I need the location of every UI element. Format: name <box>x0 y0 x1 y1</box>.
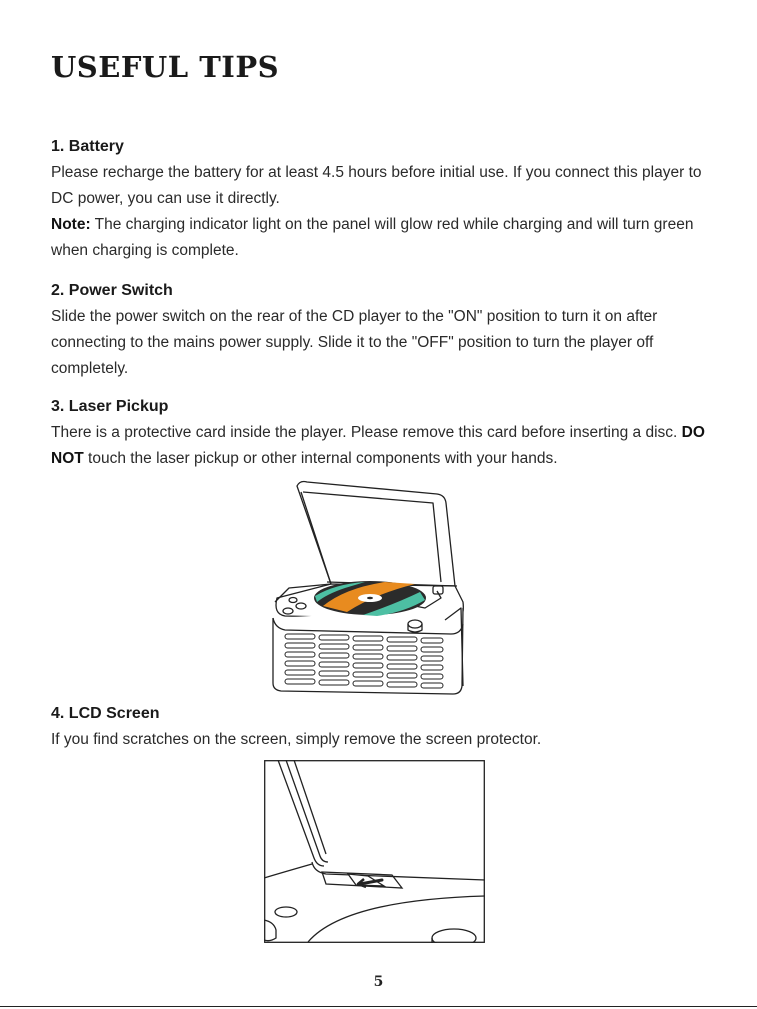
battery-paragraph: Please recharge the battery for at least 4.5 hours before initial use. If you connect this player to DC power, you can use it directly. <box>51 164 702 207</box>
section-laser-pickup <box>51 397 721 472</box>
section-battery <box>51 137 721 264</box>
lcd-screen-paragraph: If you find scratches on the screen, simply remove the screen protector. <box>51 731 542 748</box>
power-switch-paragraph: Slide the power switch on the rear of the CD player to the "ON" position to turn it on after connecting to the mains power supply. Slide it to the "OFF" position to turn the player off completely. <box>51 308 658 377</box>
cd-player-illustration <box>265 478 480 696</box>
section-lcd-screen <box>51 704 721 753</box>
section-heading-power-switch: 2. Power Switch <box>51 282 173 299</box>
section-heading-lcd-screen: 4. LCD Screen <box>51 705 160 722</box>
laser-text-before: There is a protective card inside the player. Please remove this card before inserting a disc. <box>51 424 682 441</box>
section-heading-laser-pickup: 3. Laser Pickup <box>51 398 169 415</box>
section-heading-battery: 1. Battery <box>51 138 124 155</box>
note-label: Note: <box>51 216 91 233</box>
bottom-rule <box>0 1006 757 1007</box>
laser-text-after: touch the laser pickup or other internal components with your hands. <box>83 450 558 467</box>
page-number: 5 <box>373 974 384 990</box>
section-power-switch <box>51 281 721 382</box>
laser-pickup-paragraph <box>51 420 721 472</box>
battery-note <box>51 212 721 264</box>
lcd-screen-illustration <box>264 760 485 943</box>
page-title: USEFUL TIPS <box>51 50 280 84</box>
do-not-emphasis: DO NOT <box>51 424 705 467</box>
note-text: The charging indicator light on the panel will glow red while charging and will turn green when charging is complete. <box>51 216 694 259</box>
